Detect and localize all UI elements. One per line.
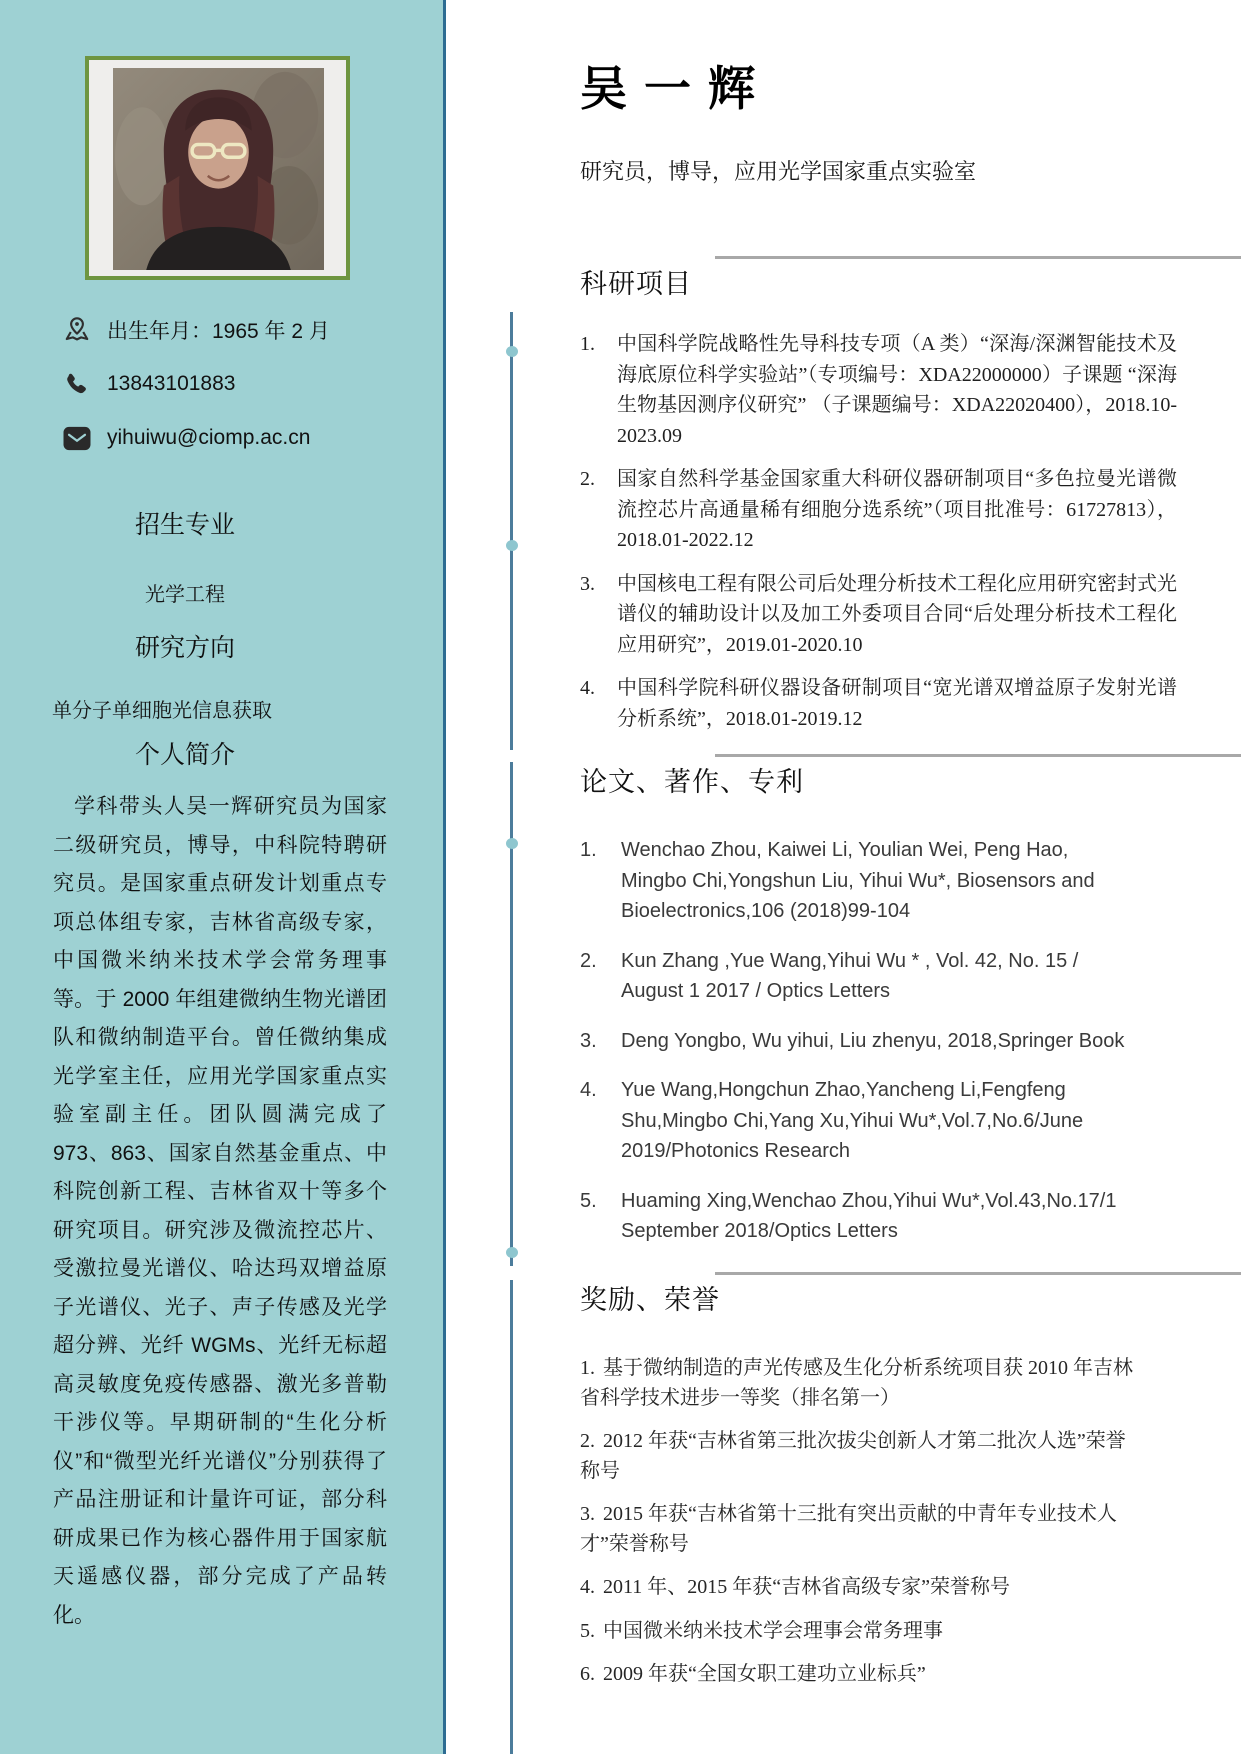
item-number: 3.: [580, 1503, 595, 1525]
section-research-projects: [580, 250, 1212, 747]
contact-row: [62, 357, 422, 411]
awards-list: [580, 1354, 1212, 1690]
award-item: [580, 1573, 1140, 1603]
item-text: Yue Wang,Hongchun Zhao,Yancheng Li,Fengfeng Shu,Mingbo Chi,Yang Xu,Yihui Wu*,Vol.7,No.6/June 2019/Photonics Research: [621, 1079, 1084, 1162]
research-direction-value: 单分子单细胞光信息获取: [52, 700, 272, 722]
item-text: Huaming Xing,Wenchao Zhou,Yihui Wu*,Vol.43,No.17/1 September 2018/Optics Letters: [621, 1189, 1117, 1242]
item-text: 中国微米纳米技术学会理事会常务理事: [603, 1619, 943, 1642]
publication-item: [580, 835, 1212, 927]
person-title: 研究员，博导，应用光学国家重点实验室: [580, 159, 977, 184]
section-publications: [580, 748, 1212, 1266]
section-rule: [715, 1272, 1241, 1275]
item-text: 中国科学院战略性先导科技专项（A 类）“深海/深渊智能技术及海底原位科学实验站”（专项编号：XDA22000000）子课题 “深海生物基因测序仪研究” （子课题编号：XDA22020400），2018.10-2023.09: [617, 333, 1177, 447]
item-number: 1.: [580, 839, 597, 861]
item-number: 3.: [580, 1029, 597, 1052]
timeline-segment: [510, 312, 513, 750]
publication-item: [580, 946, 1212, 1007]
publication-item: [580, 1026, 1212, 1057]
section-title: 科研项目: [580, 269, 692, 299]
timeline-dot: [506, 1247, 518, 1258]
enroll-major-heading: 招生专业: [134, 511, 235, 539]
section-rule: [715, 256, 1241, 259]
main-header: [580, 52, 1200, 186]
timeline-dot: [506, 346, 518, 357]
item-text: 中国科学院科研仪器设备研制项目“宽光谱双增益原子发射光谱分析系统”，2018.01-2019.12: [617, 677, 1177, 730]
timeline-dot: [506, 838, 518, 849]
publication-item: [580, 1075, 1212, 1167]
research-direction-heading: 研究方向: [134, 634, 235, 662]
item-number: 2.: [580, 949, 597, 972]
item-text: Deng Yongbo, Wu yihui, Liu zhenyu, 2018,Springer Book: [621, 1029, 1125, 1052]
section-title: 论文、著作、专利: [580, 767, 804, 797]
item-text: 2012 年获“吉林省第三批次拔尖创新人才第二批次人选”荣誉称号: [580, 1430, 1126, 1482]
item-number: 1.: [580, 1357, 595, 1379]
project-item: [580, 673, 1212, 734]
item-number: 4.: [580, 677, 595, 699]
section-title: 奖励、荣誉: [580, 1285, 720, 1315]
timeline-segment: [510, 1280, 513, 1754]
section-rule: [715, 754, 1241, 757]
contact-list: [62, 303, 422, 465]
contact-text: 13843101883: [107, 372, 236, 395]
envelope-icon: [62, 425, 96, 452]
contact-text: yihuiwu@ciomp.ac.cn: [107, 426, 311, 449]
contact-text: 出生年月：1965 年 2 月: [107, 320, 330, 343]
item-text: Kun Zhang ,Yue Wang,Yihui Wu * , Vol. 42, No. 15 / August 1 2017 / Optics Letters: [621, 949, 1079, 1002]
item-text: Wenchao Zhou, Kaiwei Li, Youlian Wei, Peng Hao, Mingbo Chi,Yongshun Liu, Yihui Wu*, Biosensors and Bioelectronics,106 (2018)99-104: [621, 839, 1095, 922]
person-name: 吴 一 辉: [580, 62, 758, 115]
award-item: [580, 1617, 1140, 1647]
phone-icon: [62, 371, 96, 398]
award-item: [580, 1354, 1140, 1413]
profile-text: 学科带头人吴一辉研究员为国家二级研究员，博导，中科院特聘研究员。是国家重点研发计划重点专项总体组专家，吉林省高级专家，中国微米纳米技术学会常务理事等。于 2000 年组建微纳生物光谱团队和微纳制造平台。曾任微纳集成光学室主任，应用光学国家重点实验室副主任。团队圆满完成了 973、863、国家自然基金重点、中科院创新工程、吉林省双十等多个研究项目。研究涉及微流控芯片、受激拉曼光谱仪、哈达玛双增益原子光谱仪、光子、声子传感及光学超分辨、光纤 WGMs、光纤无标超高灵敏度免疫传感器、激光多普勒干涉仪等。早期研制的“生化分析仪”和“微型光纤光谱仪”分别获得了产品注册证和计量许可证，部分科研成果已作为核心器件用于国家航天遥感仪器，部分完成了产品转化。: [53, 795, 387, 1627]
profile-photo: [85, 56, 350, 280]
item-number: 4.: [580, 1576, 595, 1598]
item-text: 2011 年、2015 年获“吉林省高级专家”荣誉称号: [603, 1576, 1011, 1598]
contact-row: [62, 303, 422, 357]
portrait-image: [113, 68, 324, 270]
publication-item: [580, 1186, 1212, 1247]
item-text: 2009 年获“全国女职工建功立业标兵”: [603, 1663, 926, 1685]
item-number: 5.: [580, 1189, 597, 1212]
section-awards: [580, 1266, 1212, 1704]
project-item: [580, 464, 1212, 556]
project-item: [580, 569, 1212, 661]
item-number: 1.: [580, 333, 595, 355]
projects-list: [580, 329, 1212, 734]
item-text: 国家自然科学基金国家重大科研仪器研制项目“多色拉曼光谱微流控芯片高通量稀有细胞分选系统”（项目批准号：61727813），2018.01-2022.12: [617, 468, 1177, 551]
item-number: 5.: [580, 1619, 595, 1642]
item-number: 6.: [580, 1663, 595, 1685]
publications-list: [580, 835, 1212, 1247]
item-text: 基于微纳制造的声光传感及生化分析系统项目获 2010 年吉林省科学技术进步一等奖（排名第一）: [580, 1357, 1133, 1409]
item-text: 2015 年获“吉林省第十三批有突出贡献的中青年专业技术人才”荣誉称号: [580, 1503, 1117, 1555]
location-pin-icon: [62, 315, 96, 345]
award-item: [580, 1427, 1140, 1486]
item-number: 2.: [580, 468, 595, 490]
timeline-dot: [506, 540, 518, 551]
item-text: 中国核电工程有限公司后处理分析技术工程化应用研究密封式光谱仪的辅助设计以及加工外委项目合同“后处理分析技术工程化应用研究”，2019.01-2020.10: [617, 572, 1177, 656]
enroll-major-value: 光学工程: [145, 584, 225, 606]
item-number: 4.: [580, 1079, 597, 1101]
item-number: 2.: [580, 1430, 595, 1452]
award-item: [580, 1500, 1140, 1559]
item-number: 3.: [580, 572, 595, 595]
award-item: [580, 1660, 1140, 1690]
project-item: [580, 329, 1212, 451]
profile-heading: 个人简介: [134, 741, 235, 769]
contact-row: [62, 411, 422, 465]
sidebar: [0, 0, 446, 1754]
